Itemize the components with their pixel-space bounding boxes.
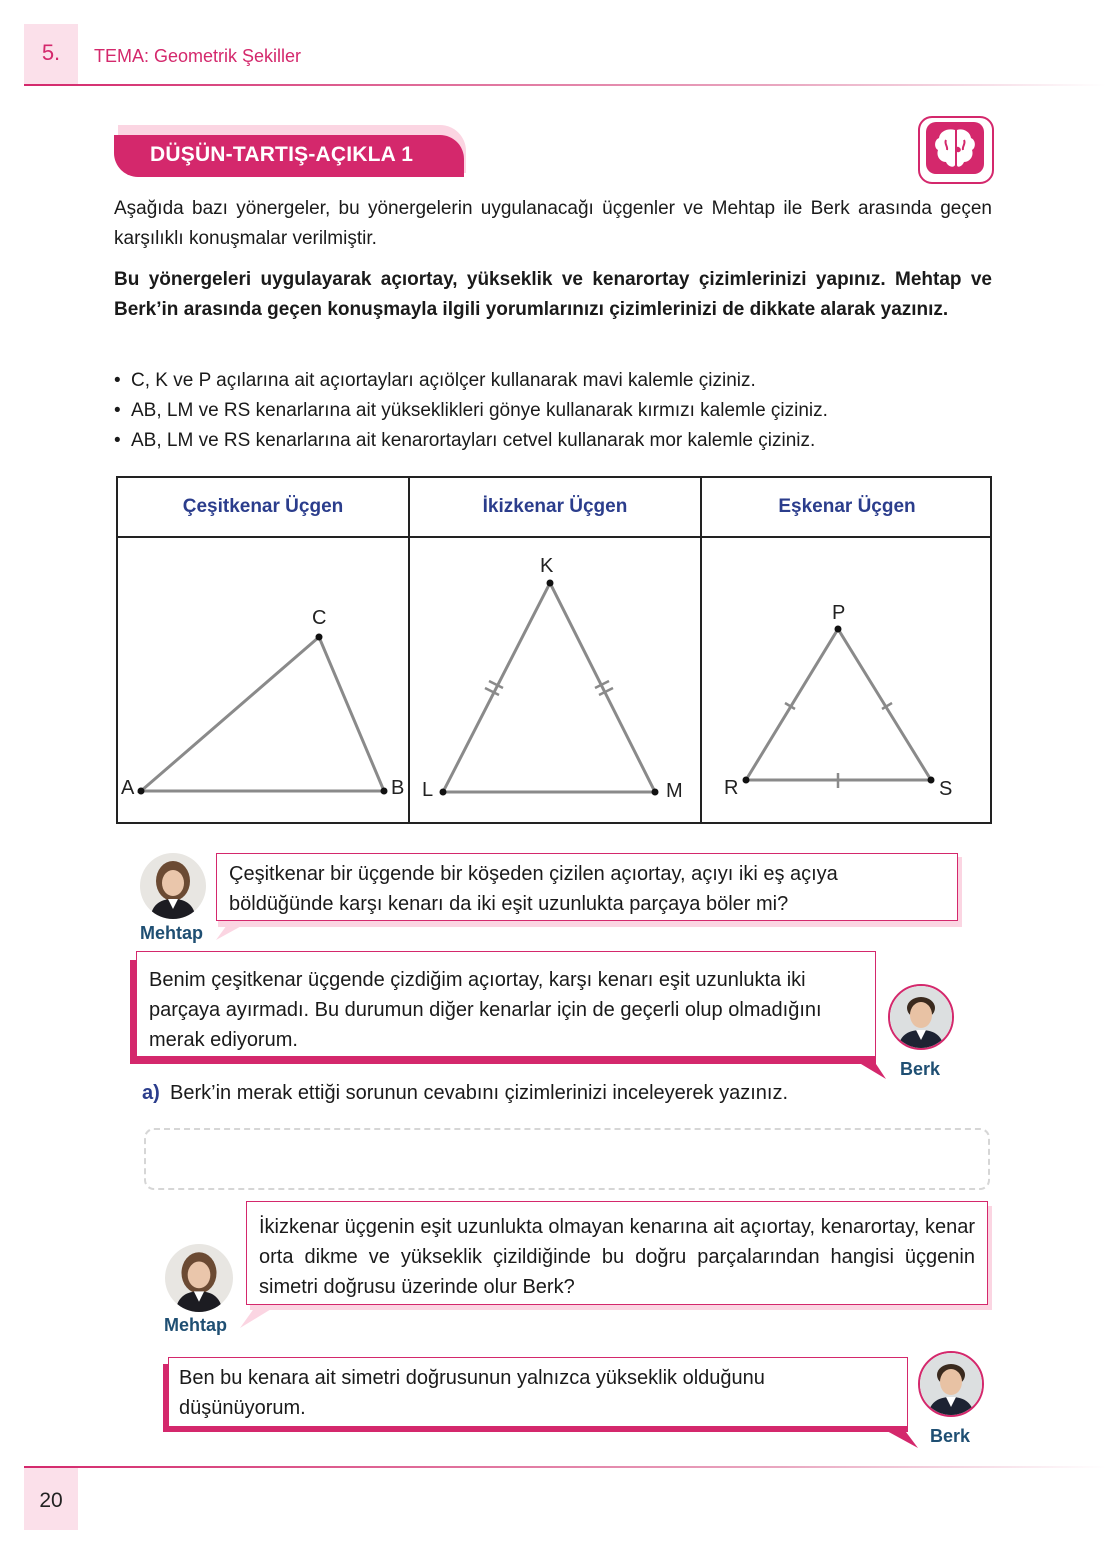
page-number: 20 [39,1489,63,1512]
vertex-point [547,580,554,587]
intro-paragraph: Aşağıda bazı yönergeler, bu yönergelerin uygulanacağı üçgenler ve Mehtap ile Berk arasında geçen karşılıklı konuşmalar verilmiştir. [114,198,992,249]
vertex-label-c: C [312,607,327,629]
list-item: • AB, LM ve RS kenarlarına ait kenarortayları cetvel kullanarak mor kalemle çiziniz. [114,426,994,456]
table-header-isosceles: İkizkenar Üçgen [482,496,628,517]
vertex-point [440,789,447,796]
vertex-label-p: P [832,602,846,624]
question-label: a) [142,1082,160,1104]
table-header-scalene: Çeşitkenar Üçgen [182,496,344,517]
instruction-paragraph: Bu yönergeleri uygulayarak açıortay, yükseklik ve kenarortay çizimlerinizi yapınız. Mehtap ve Berk’in arasında geçen konuşmayla ilgili yorumlarınızı çizimlerinizi de dikkate alarak yazınız. [114,269,992,320]
avatar-mehtap [165,1244,233,1312]
footer-divider [24,1466,1106,1468]
vertex-point [835,626,842,633]
triangle-drawings[interactable] [116,536,992,824]
instruction-list [114,366,994,456]
vertex-label-m: M [666,780,683,802]
vertex-point [652,789,659,796]
scalene-triangle[interactable] [141,637,384,791]
speaker-name-mehtap: Mehtap [140,923,203,943]
avatar-berk [888,984,954,1050]
speaker-name-berk: Berk [930,1426,971,1446]
vertex-point [316,634,323,641]
list-item: • C, K ve P açılarına ait açıortayları açıölçer kullanarak mavi kalemle çiziniz. [114,366,994,396]
vertex-label-r: R [724,777,739,799]
vertex-point [138,788,145,795]
bubble-tail [874,1424,918,1450]
isosceles-triangle[interactable] [443,583,655,792]
vertex-label-b: B [391,777,405,799]
speaker-name-mehtap: Mehtap [164,1315,227,1335]
vertex-point [743,777,750,784]
question-text: Berk’in merak ettiği sorunun cevabını çizimlerinizi inceleyerek yazınız. [170,1082,789,1104]
speaker-name-berk: Berk [900,1059,941,1079]
header-divider [24,84,1106,86]
vertex-point [381,788,388,795]
speech-bubble-berk: Benim çeşitkenar üçgende çizdiğim açıortay, karşı kenarı eşit uzunlukta iki parçaya ayırmadı. Bu durumun diğer kenarlar için de geçerli olup olmadığını merak ediyorum. [136,951,876,1057]
vertex-label-l: L [422,779,434,801]
table-header-equilateral: Eşkenar Üçgen [778,496,916,517]
vertex-label-a: A [121,777,135,799]
unit-number: 5. [41,40,61,65]
avatar-berk [918,1351,984,1417]
brain-puzzle-icon [926,122,984,174]
vertex-point [928,777,935,784]
vertex-label-s: S [939,778,953,800]
list-item: • AB, LM ve RS kenarlarına ait yükseklikleri gönye kullanarak kırmızı kalemle çiziniz. [114,396,994,426]
avatar-mehtap [140,853,206,919]
speech-bubble-mehtap: İkizkenar üçgenin eşit uzunlukta olmayan kenarına ait açıortay, kenarortay, kenar orta dikme ve yükseklik çizildiğinde bu doğru parçalarından hangisi üçgenin simetri doğrusu üzerinde olur Berk? [246,1201,988,1305]
vertex-label-k: K [540,555,554,577]
equilateral-triangle[interactable] [746,629,931,780]
section-title: DÜŞÜN-TARTIŞ-AÇIKLA 1 [150,143,414,166]
bubble-tail [212,918,256,942]
speech-bubble-berk: Ben bu kenara ait simetri doğrusunun yalnızca yükseklik olduğunu düşünüyorum. [168,1357,908,1427]
theme-title: TEMA: Geometrik Şekiller [94,46,302,66]
speech-bubble-mehtap: Çeşitkenar bir üçgende bir köşeden çizilen açıortay, açıyı iki eş açıya böldüğünde karşı kenarı da iki eşit uzunlukta parçaya böler mi? [216,853,958,921]
bubble-tail [846,1055,886,1081]
answer-field[interactable] [144,1128,990,1190]
